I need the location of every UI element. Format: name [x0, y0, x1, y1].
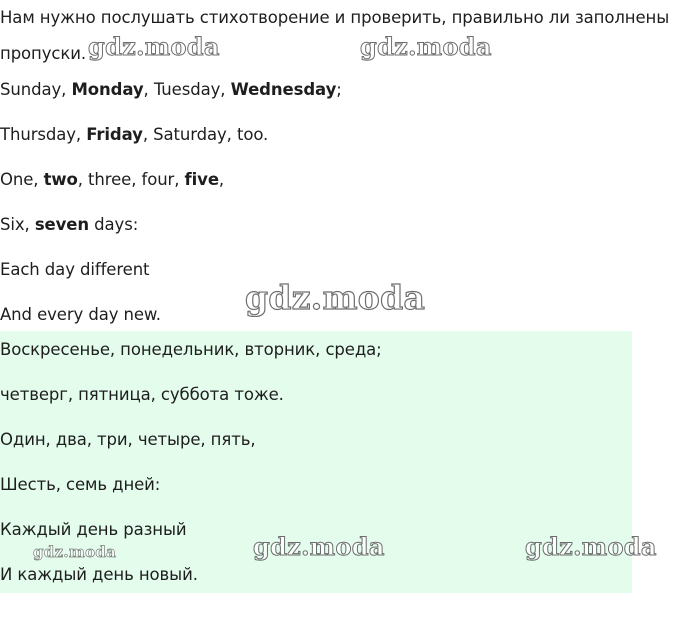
- poem-line: [0, 170, 224, 190]
- intro-line-1: Нам нужно послушать стихотворение и проверить, правильно ли заполнены: [0, 8, 670, 27]
- watermark: gdz.moda: [88, 32, 220, 61]
- poem-line: [0, 125, 268, 145]
- filled-word: Wednesday: [230, 80, 337, 99]
- poem-text: Sunday,: [0, 80, 72, 99]
- poem-line: [0, 80, 342, 100]
- filled-word: Monday: [71, 80, 144, 99]
- watermark: gdz.moda: [33, 543, 117, 561]
- translation-line: Воскресенье, понедельник, вторник, среда;: [0, 340, 382, 359]
- filled-word: five: [184, 170, 219, 189]
- watermark: gdz.moda: [360, 32, 492, 61]
- filled-word: seven: [34, 215, 90, 234]
- poem-text: And every day new.: [0, 305, 161, 324]
- poem-text: , three, four,: [77, 170, 185, 189]
- poem-line: [0, 260, 149, 280]
- poem-text: days:: [89, 215, 139, 234]
- poem-text: ,: [218, 170, 225, 189]
- filled-word: two: [43, 170, 78, 189]
- translation-line: Один, два, три, четыре, пять,: [0, 430, 256, 449]
- poem-text: , Saturday, too.: [142, 125, 269, 144]
- watermark: gdz.moda: [245, 278, 426, 317]
- translation-line: четверг, пятница, суббота тоже.: [0, 385, 284, 404]
- poem-text: Each day different: [0, 260, 150, 279]
- watermark: gdz.moda: [253, 532, 385, 561]
- translation-line: Шесть, семь дней:: [0, 475, 161, 494]
- watermark: gdz.moda: [525, 532, 657, 561]
- intro-line-2: пропуски.: [0, 44, 87, 63]
- poem-text: Six,: [0, 215, 35, 234]
- poem-line: [0, 215, 138, 235]
- poem-text: Thursday,: [0, 125, 87, 144]
- poem-line: [0, 305, 161, 325]
- translation-line: И каждый день новый.: [0, 565, 198, 584]
- poem-text: , Tuesday,: [143, 80, 231, 99]
- translation-line: Каждый день разный: [0, 520, 187, 539]
- filled-word: Friday: [86, 125, 143, 144]
- poem-text: ;: [336, 80, 342, 99]
- poem-text: One,: [0, 170, 44, 189]
